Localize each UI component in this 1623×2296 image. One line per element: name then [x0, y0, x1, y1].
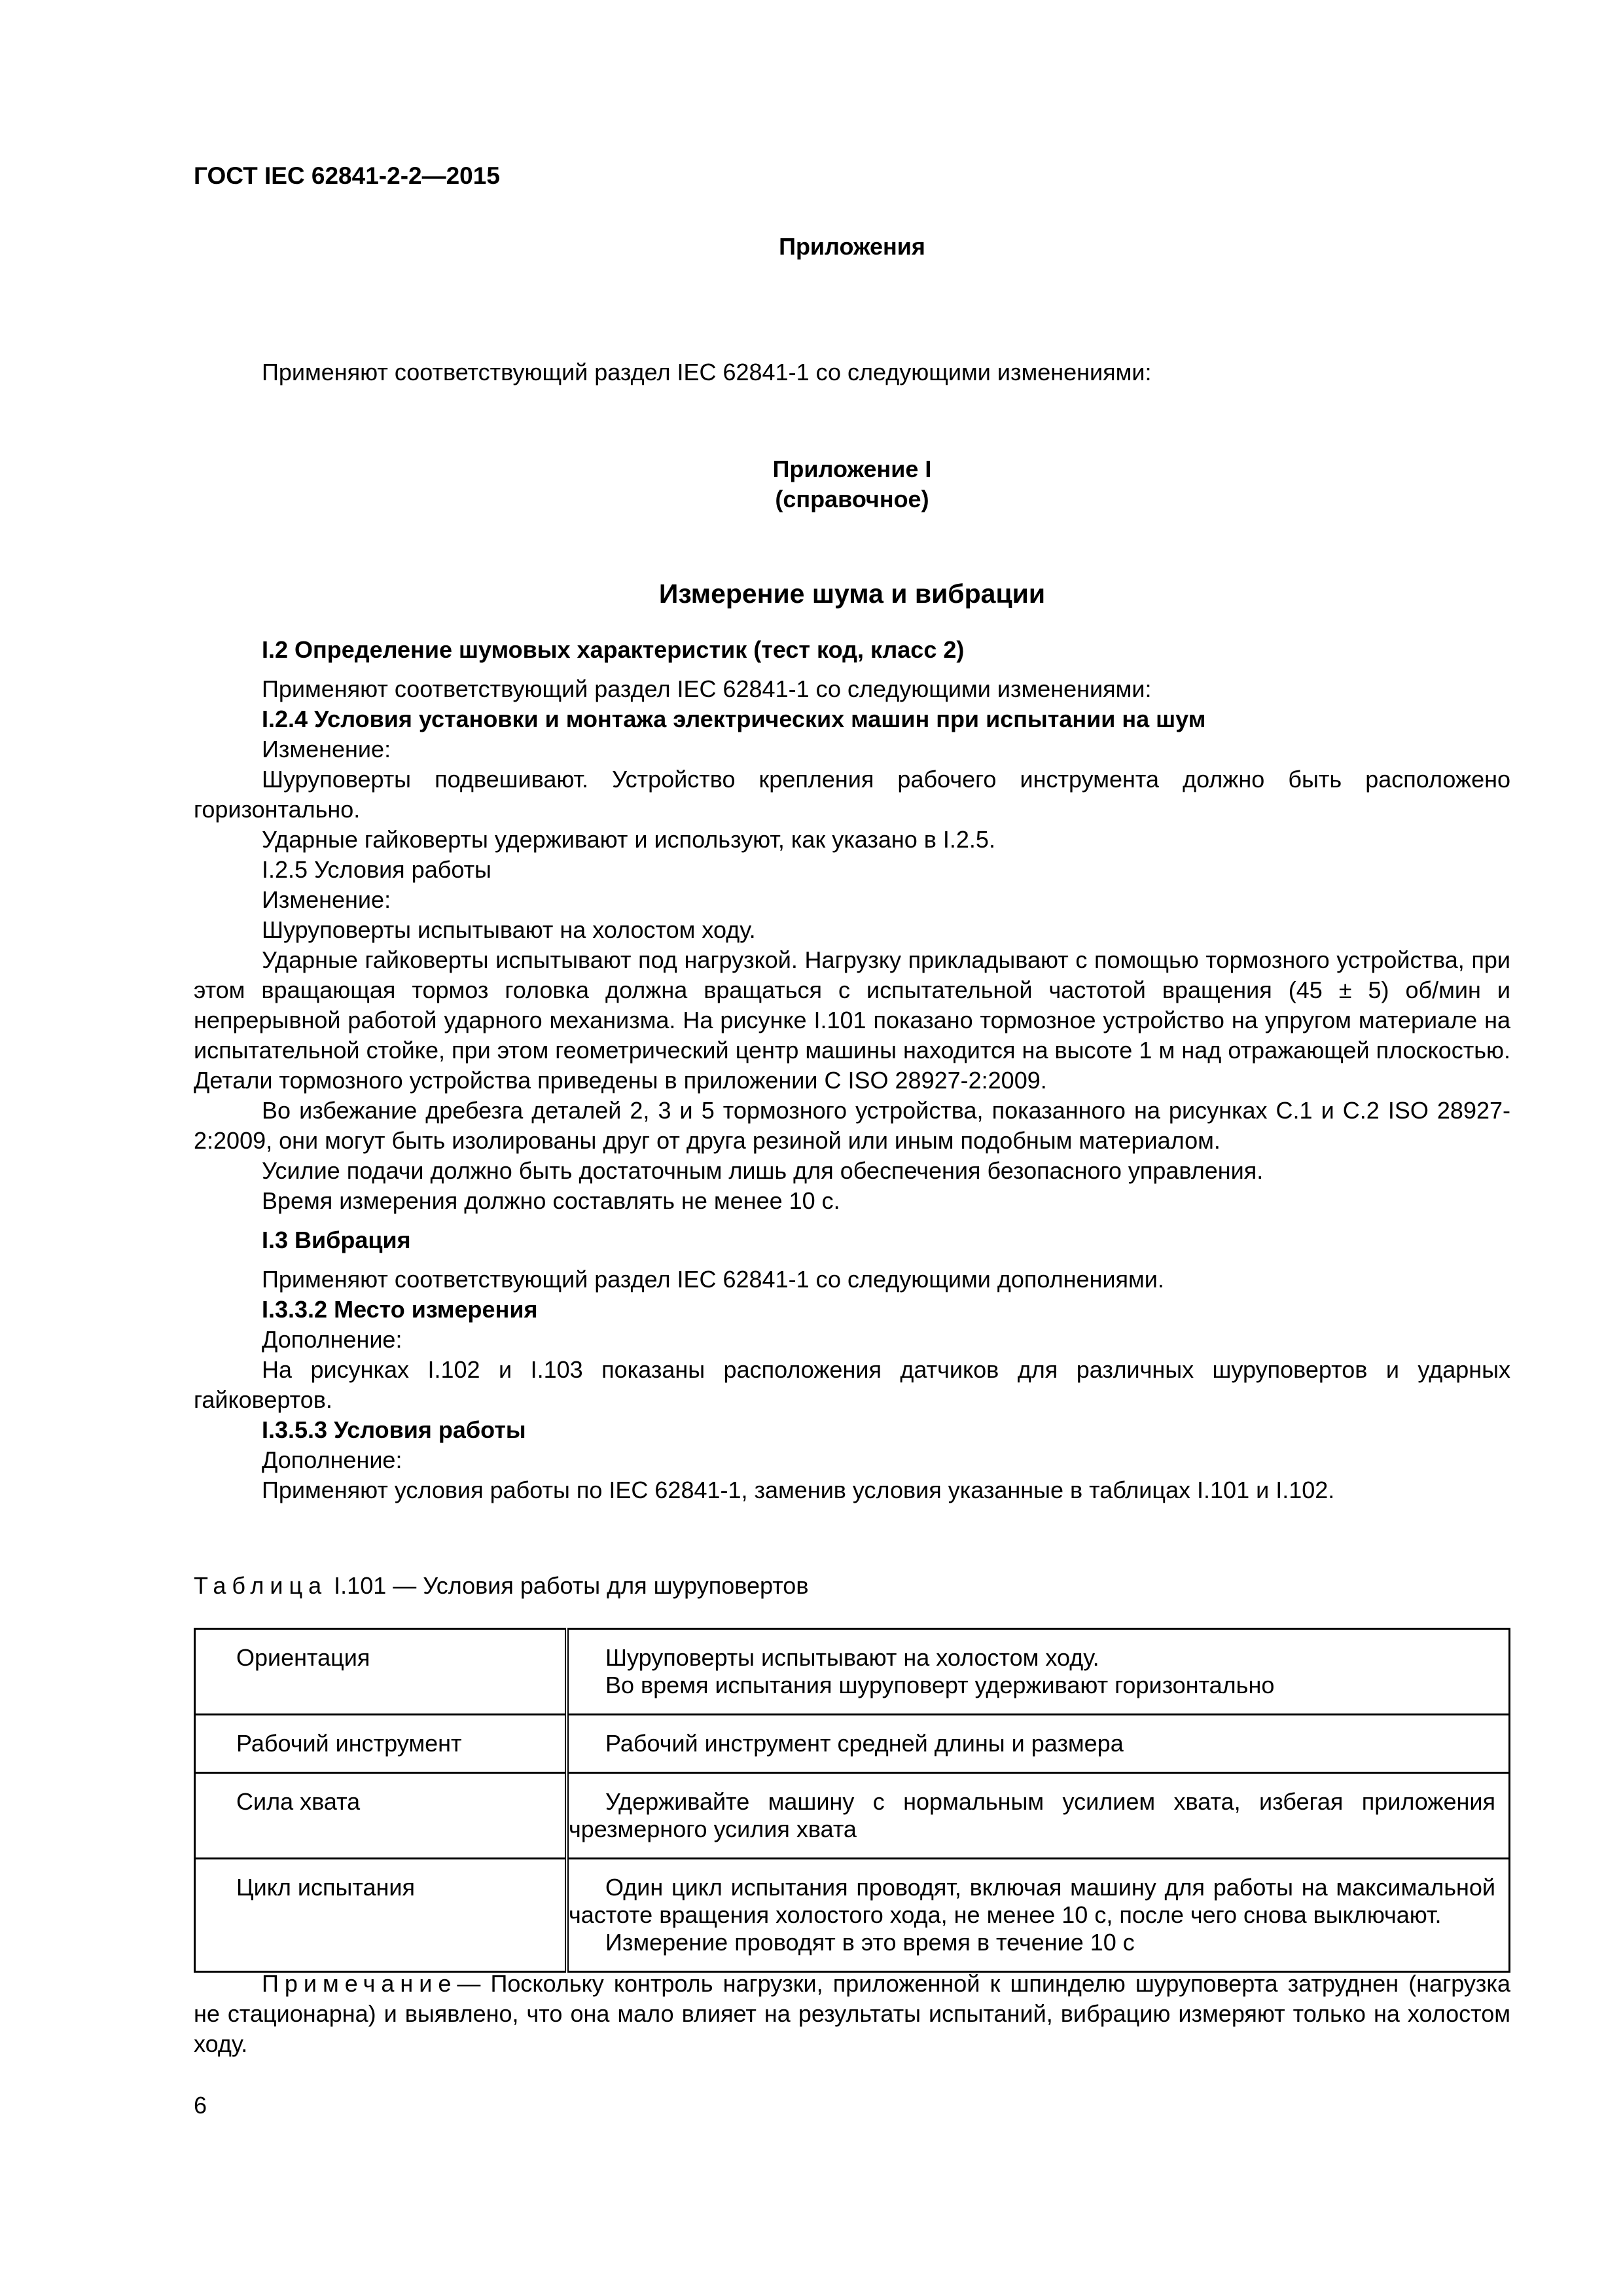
subheading-i25: I.2.5 Условия работы — [262, 856, 491, 883]
paragraph: Ударные гайковерты удерживают и используют, как указано в I.2.5. — [262, 826, 995, 853]
heading-i332: I.3.3.2 Место измерения — [262, 1296, 538, 1323]
table-cell-value — [567, 1629, 1510, 1715]
table-cell-line: Удерживайте машину с нормальным усилием хвата, избегая приложения чрезмерного усилия хвата — [569, 1788, 1495, 1842]
paragraph: Шуруповерты испытывают на холостом ходу. — [262, 916, 756, 943]
table-caption — [194, 1571, 1510, 1601]
table-cell-line: Измерение проводят в это время в течение 10 с — [605, 1929, 1135, 1956]
table-cell-line: Один цикл испытания проводят, включая машину для работы на максимальной частоте вращения холостого хода, не менее 10 с, после чего снова выключают. — [569, 1874, 1495, 1928]
table-cell-param: Рабочий инструмент — [195, 1715, 567, 1773]
table-cell-value — [567, 1773, 1510, 1859]
intro-paragraph: Применяют соответствующий раздел IEC 62841-1 со следующими изменениями: — [262, 359, 1152, 386]
note-label: Примечание — [262, 1970, 457, 1997]
table-cell-param: Ориентация — [195, 1629, 567, 1715]
paragraph: Применяют соответствующий раздел IEC 62841-1 со следующими дополнениями. — [262, 1266, 1164, 1293]
table-row — [195, 1715, 1510, 1773]
paragraph: Изменение: — [262, 886, 391, 913]
table-caption-label: Таблица — [194, 1572, 328, 1599]
paragraph: На рисунках I.102 и I.103 показаны расположения датчиков для различных шуруповертов и ударных гайковертов. — [194, 1356, 1510, 1413]
annex-title: Приложение I — [772, 456, 932, 482]
paragraph: Дополнение: — [262, 1326, 402, 1353]
annex-heading: Измерение шума и вибрации — [658, 579, 1046, 609]
conditions-table — [194, 1628, 1510, 1973]
table-cell-value — [567, 1859, 1510, 1972]
section-title: Приложения — [779, 233, 925, 260]
note-text: — Поскольку контроль нагрузки, приложенной к шпинделю шуруповерта затруднен (нагрузка не стационарна) и выявлено, что она мало влияет на результаты испытаний, вибрацию измеряют только на холостом ходу. — [194, 1970, 1510, 2057]
heading-i353: I.3.5.3 Условия работы — [262, 1416, 526, 1443]
paragraph: Применяют соответствующий раздел IEC 62841-1 со следующими изменениями: — [262, 675, 1152, 702]
table-cell-line: Во время испытания шуруповерт удерживают горизонтально — [605, 1672, 1275, 1698]
paragraph: Во избежание дребезга деталей 2, 3 и 5 тормозного устройства, показанного на рисунках С.1 и С.2 ISO 28927-2:2009, они могут быть изолированы друг от друга резиной или иным подобным материалом. — [194, 1097, 1510, 1154]
paragraph: Дополнение: — [262, 1446, 402, 1473]
paragraph: Ударные гайковерты испытывают под нагрузкой. Нагрузку прикладывают с помощью тормозного устройства, при этом вращающая тормоз головка должна вращаться с испытательной частотой вращения (45 ± 5) об/мин и непрерывной работой ударного механизма. На рисунке I.101 показано тормозное устройство на упругом материале на испытательной стойке, при этом геометрический центр машины находится на высоте 1 м над отражающей плоскостью. Детали тормозного устройства приведены в приложении С ISO 28927-2:2009. — [194, 946, 1510, 1094]
table-row — [195, 1773, 1510, 1859]
note-block — [194, 1969, 1510, 2059]
paragraph: Применяют условия работы по IEC 62841-1, заменив условия указанные в таблицах I.101 и I.102. — [262, 1477, 1335, 1503]
table-cell-line: Шуруповерты испытывают на холостом ходу. — [605, 1644, 1099, 1671]
paragraph: Время измерения должно составлять не менее 10 с. — [262, 1187, 840, 1214]
paragraph: Усилие подачи должно быть достаточным лишь для обеспечения безопасного управления. — [262, 1157, 1264, 1184]
paragraph: Шуруповерты подвешивают. Устройство крепления рабочего инструмента должно быть расположено горизонтально. — [194, 766, 1510, 823]
table-cell-value — [567, 1715, 1510, 1773]
heading-i3: I.3 Вибрация — [262, 1227, 411, 1253]
heading-i24: I.2.4 Условия установки и монтажа электрических машин при испытании на шум — [262, 706, 1206, 732]
table-cell-param: Цикл испытания — [195, 1859, 567, 1972]
annex-body — [194, 635, 1510, 1505]
paragraph: Изменение: — [262, 736, 391, 762]
heading-i2: I.2 Определение шумовых характеристик (тест код, класс 2) — [262, 636, 965, 663]
page-number: 6 — [194, 2092, 207, 2119]
note-paragraph — [194, 1969, 1510, 2059]
document-header: ГОСТ IEC 62841-2-2—2015 — [194, 162, 500, 189]
table-cell-param: Сила хвата — [195, 1773, 567, 1859]
intro-block — [194, 357, 1510, 387]
annex-type: (справочное) — [775, 486, 929, 512]
table-row — [195, 1629, 1510, 1715]
table-row — [195, 1859, 1510, 1972]
table-cell-line: Рабочий инструмент средней длины и размера — [605, 1730, 1124, 1757]
table-caption-text: I.101 — Условия работы для шуруповертов — [334, 1572, 809, 1599]
